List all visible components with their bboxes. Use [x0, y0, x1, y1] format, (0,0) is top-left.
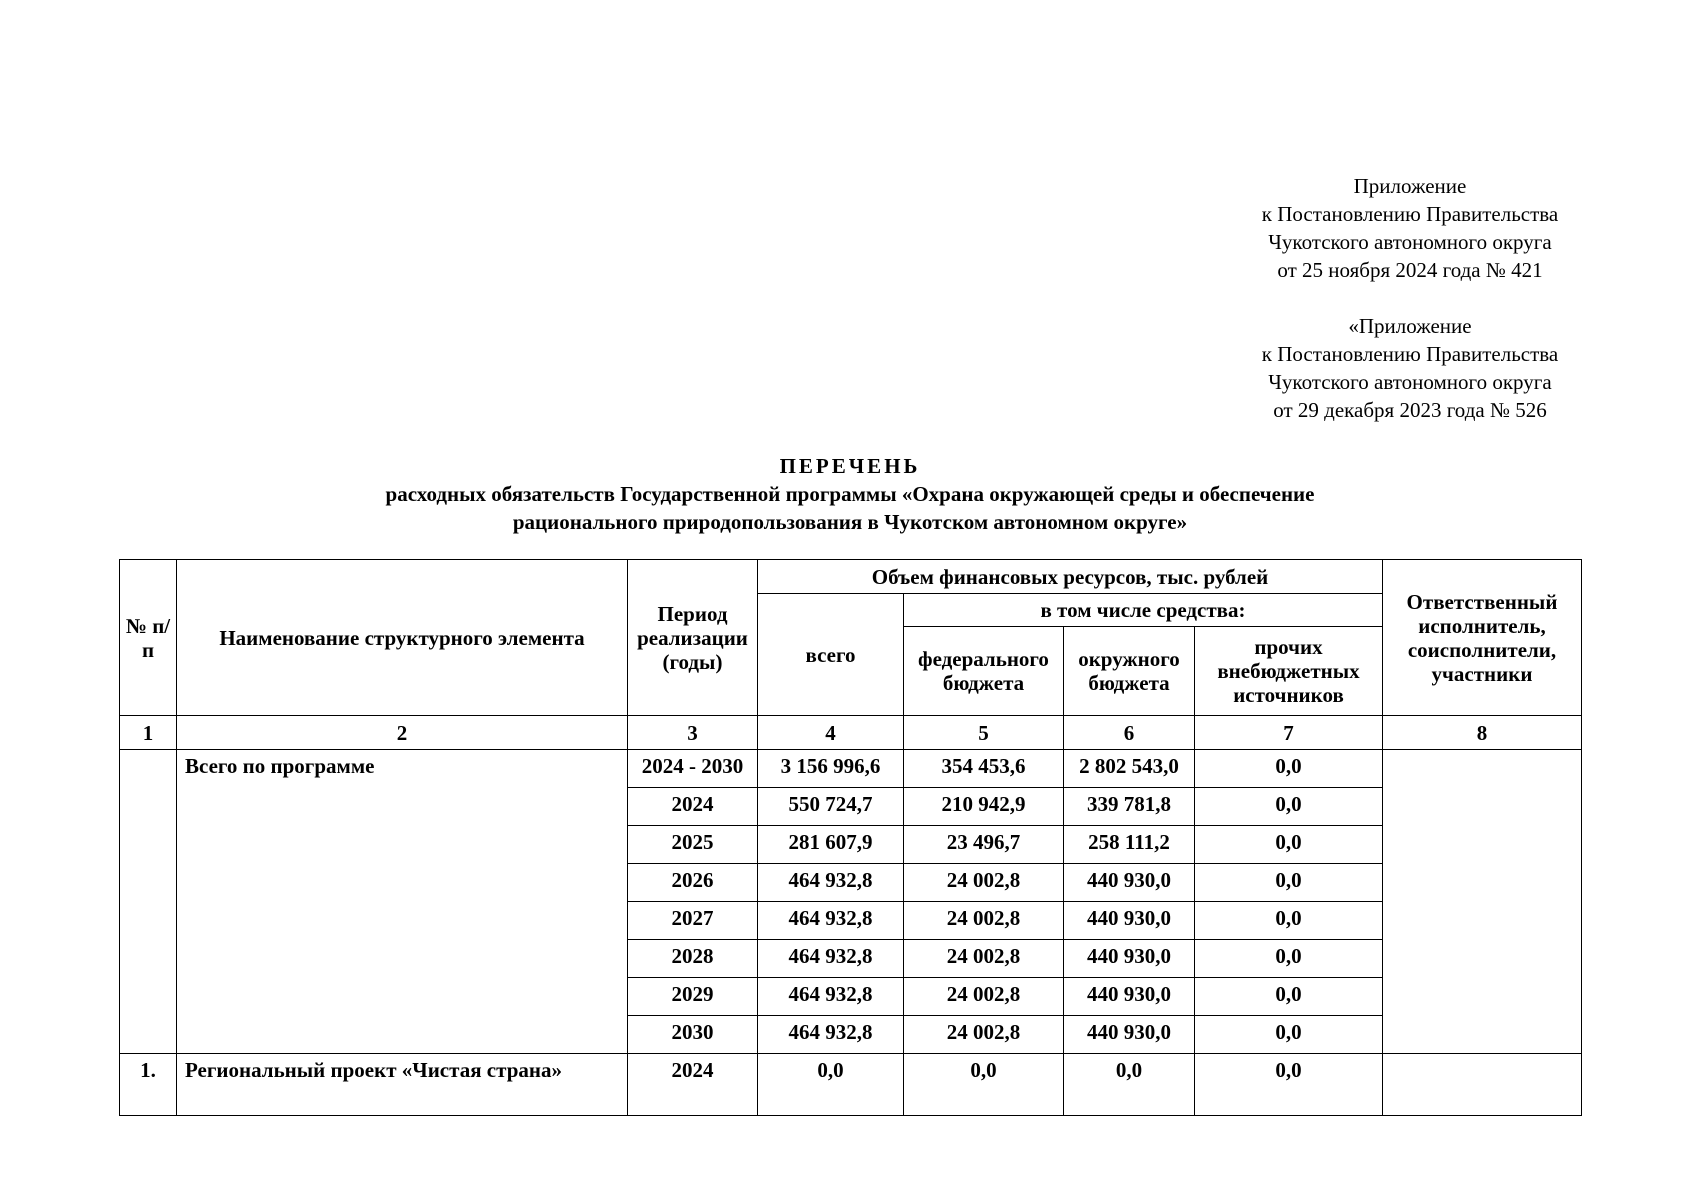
header-period: Период реализации (годы)	[628, 560, 758, 716]
cell-federal: 24 002,8	[904, 940, 1064, 978]
cell-other: 0,0	[1195, 788, 1383, 826]
header-federal: федерального бюджета	[904, 627, 1064, 716]
header-including: в том числе средства:	[904, 594, 1383, 627]
title-line: расходных обязательств Государственной программы «Охрана окружающей среды и обеспечение	[385, 482, 1315, 506]
cell-federal: 24 002,8	[904, 864, 1064, 902]
cell-period: 2028	[628, 940, 758, 978]
cell-period: 2030	[628, 1016, 758, 1054]
cell-period: 2024	[628, 1054, 758, 1116]
cell-other: 0,0	[1195, 978, 1383, 1016]
row-name: Региональный проект «Чистая страна»	[177, 1054, 628, 1116]
document-title	[120, 452, 1580, 536]
cell-other: 0,0	[1195, 902, 1383, 940]
cell-federal: 210 942,9	[904, 788, 1064, 826]
cell-federal: 24 002,8	[904, 978, 1064, 1016]
cell-district: 339 781,8	[1064, 788, 1195, 826]
cell-other: 0,0	[1195, 750, 1383, 788]
column-number: 3	[628, 716, 758, 750]
table-row	[120, 750, 1582, 788]
cell-other: 0,0	[1195, 864, 1383, 902]
cell-total: 281 607,9	[758, 826, 904, 864]
table-row	[120, 1054, 1582, 1116]
cell-period: 2024 - 2030	[628, 750, 758, 788]
cell-period: 2025	[628, 826, 758, 864]
column-number: 5	[904, 716, 1064, 750]
header-total: всего	[758, 594, 904, 716]
column-number: 8	[1383, 716, 1582, 750]
cell-other: 0,0	[1195, 826, 1383, 864]
cell-total: 550 724,7	[758, 788, 904, 826]
header-other: прочих внебюджетных источников	[1195, 627, 1383, 716]
cell-period: 2024	[628, 788, 758, 826]
header-num: № п/п	[120, 560, 177, 716]
column-number: 1	[120, 716, 177, 750]
header-volume: Объем финансовых ресурсов, тыс. рублей	[758, 560, 1383, 594]
cell-district: 0,0	[1064, 1054, 1195, 1116]
column-number: 6	[1064, 716, 1195, 750]
column-number: 2	[177, 716, 628, 750]
approval-stamp-current	[1190, 172, 1630, 284]
approval-line: Чукотского автономного округа	[1268, 370, 1552, 394]
cell-district: 440 930,0	[1064, 1016, 1195, 1054]
cell-period: 2029	[628, 978, 758, 1016]
cell-other: 0,0	[1195, 1054, 1383, 1116]
row-name: Всего по программе	[177, 750, 628, 1054]
cell-total: 3 156 996,6	[758, 750, 904, 788]
cell-federal: 0,0	[904, 1054, 1064, 1116]
cell-federal: 24 002,8	[904, 902, 1064, 940]
title-heading: ПЕРЕЧЕНЬ	[779, 454, 921, 478]
header-district: окружного бюджета	[1064, 627, 1195, 716]
header-name: Наименование структурного элемента	[177, 560, 628, 716]
cell-district: 440 930,0	[1064, 940, 1195, 978]
cell-district: 258 111,2	[1064, 826, 1195, 864]
approval-line: к Постановлению Правительства	[1261, 342, 1559, 366]
cell-responsible	[1383, 1054, 1582, 1116]
title-line: рационального природопользования в Чукотском автономном округе»	[512, 510, 1188, 534]
cell-total: 464 932,8	[758, 864, 904, 902]
cell-district: 440 930,0	[1064, 902, 1195, 940]
approval-line: к Постановлению Правительства	[1261, 202, 1559, 226]
cell-district: 2 802 543,0	[1064, 750, 1195, 788]
approval-line: «Приложение	[1348, 314, 1472, 338]
cell-other: 0,0	[1195, 940, 1383, 978]
cell-total: 464 932,8	[758, 978, 904, 1016]
cell-period: 2026	[628, 864, 758, 902]
cell-federal: 23 496,7	[904, 826, 1064, 864]
cell-federal: 24 002,8	[904, 1016, 1064, 1054]
approval-line: Чукотского автономного округа	[1268, 230, 1552, 254]
cell-district: 440 930,0	[1064, 864, 1195, 902]
cell-district: 440 930,0	[1064, 978, 1195, 1016]
column-number: 7	[1195, 716, 1383, 750]
cell-total: 464 932,8	[758, 902, 904, 940]
approval-line: Приложение	[1353, 174, 1467, 198]
row-num: 1.	[120, 1054, 177, 1116]
cell-other: 0,0	[1195, 1016, 1383, 1054]
expenditure-table	[119, 559, 1582, 1116]
cell-total: 464 932,8	[758, 1016, 904, 1054]
header-row	[120, 560, 1582, 594]
cell-total: 464 932,8	[758, 940, 904, 978]
cell-total: 0,0	[758, 1054, 904, 1116]
approval-line: от 29 декабря 2023 года № 526	[1273, 398, 1547, 422]
column-number-row	[120, 716, 1582, 750]
header-responsible: Ответственный исполнитель, соисполнители, участники	[1383, 560, 1582, 716]
cell-responsible	[1383, 750, 1582, 1054]
approval-line: от 25 ноября 2024 года № 421	[1277, 258, 1543, 282]
approval-stamp-original	[1190, 312, 1630, 424]
cell-period: 2027	[628, 902, 758, 940]
row-num	[120, 750, 177, 1054]
cell-federal: 354 453,6	[904, 750, 1064, 788]
column-number: 4	[758, 716, 904, 750]
